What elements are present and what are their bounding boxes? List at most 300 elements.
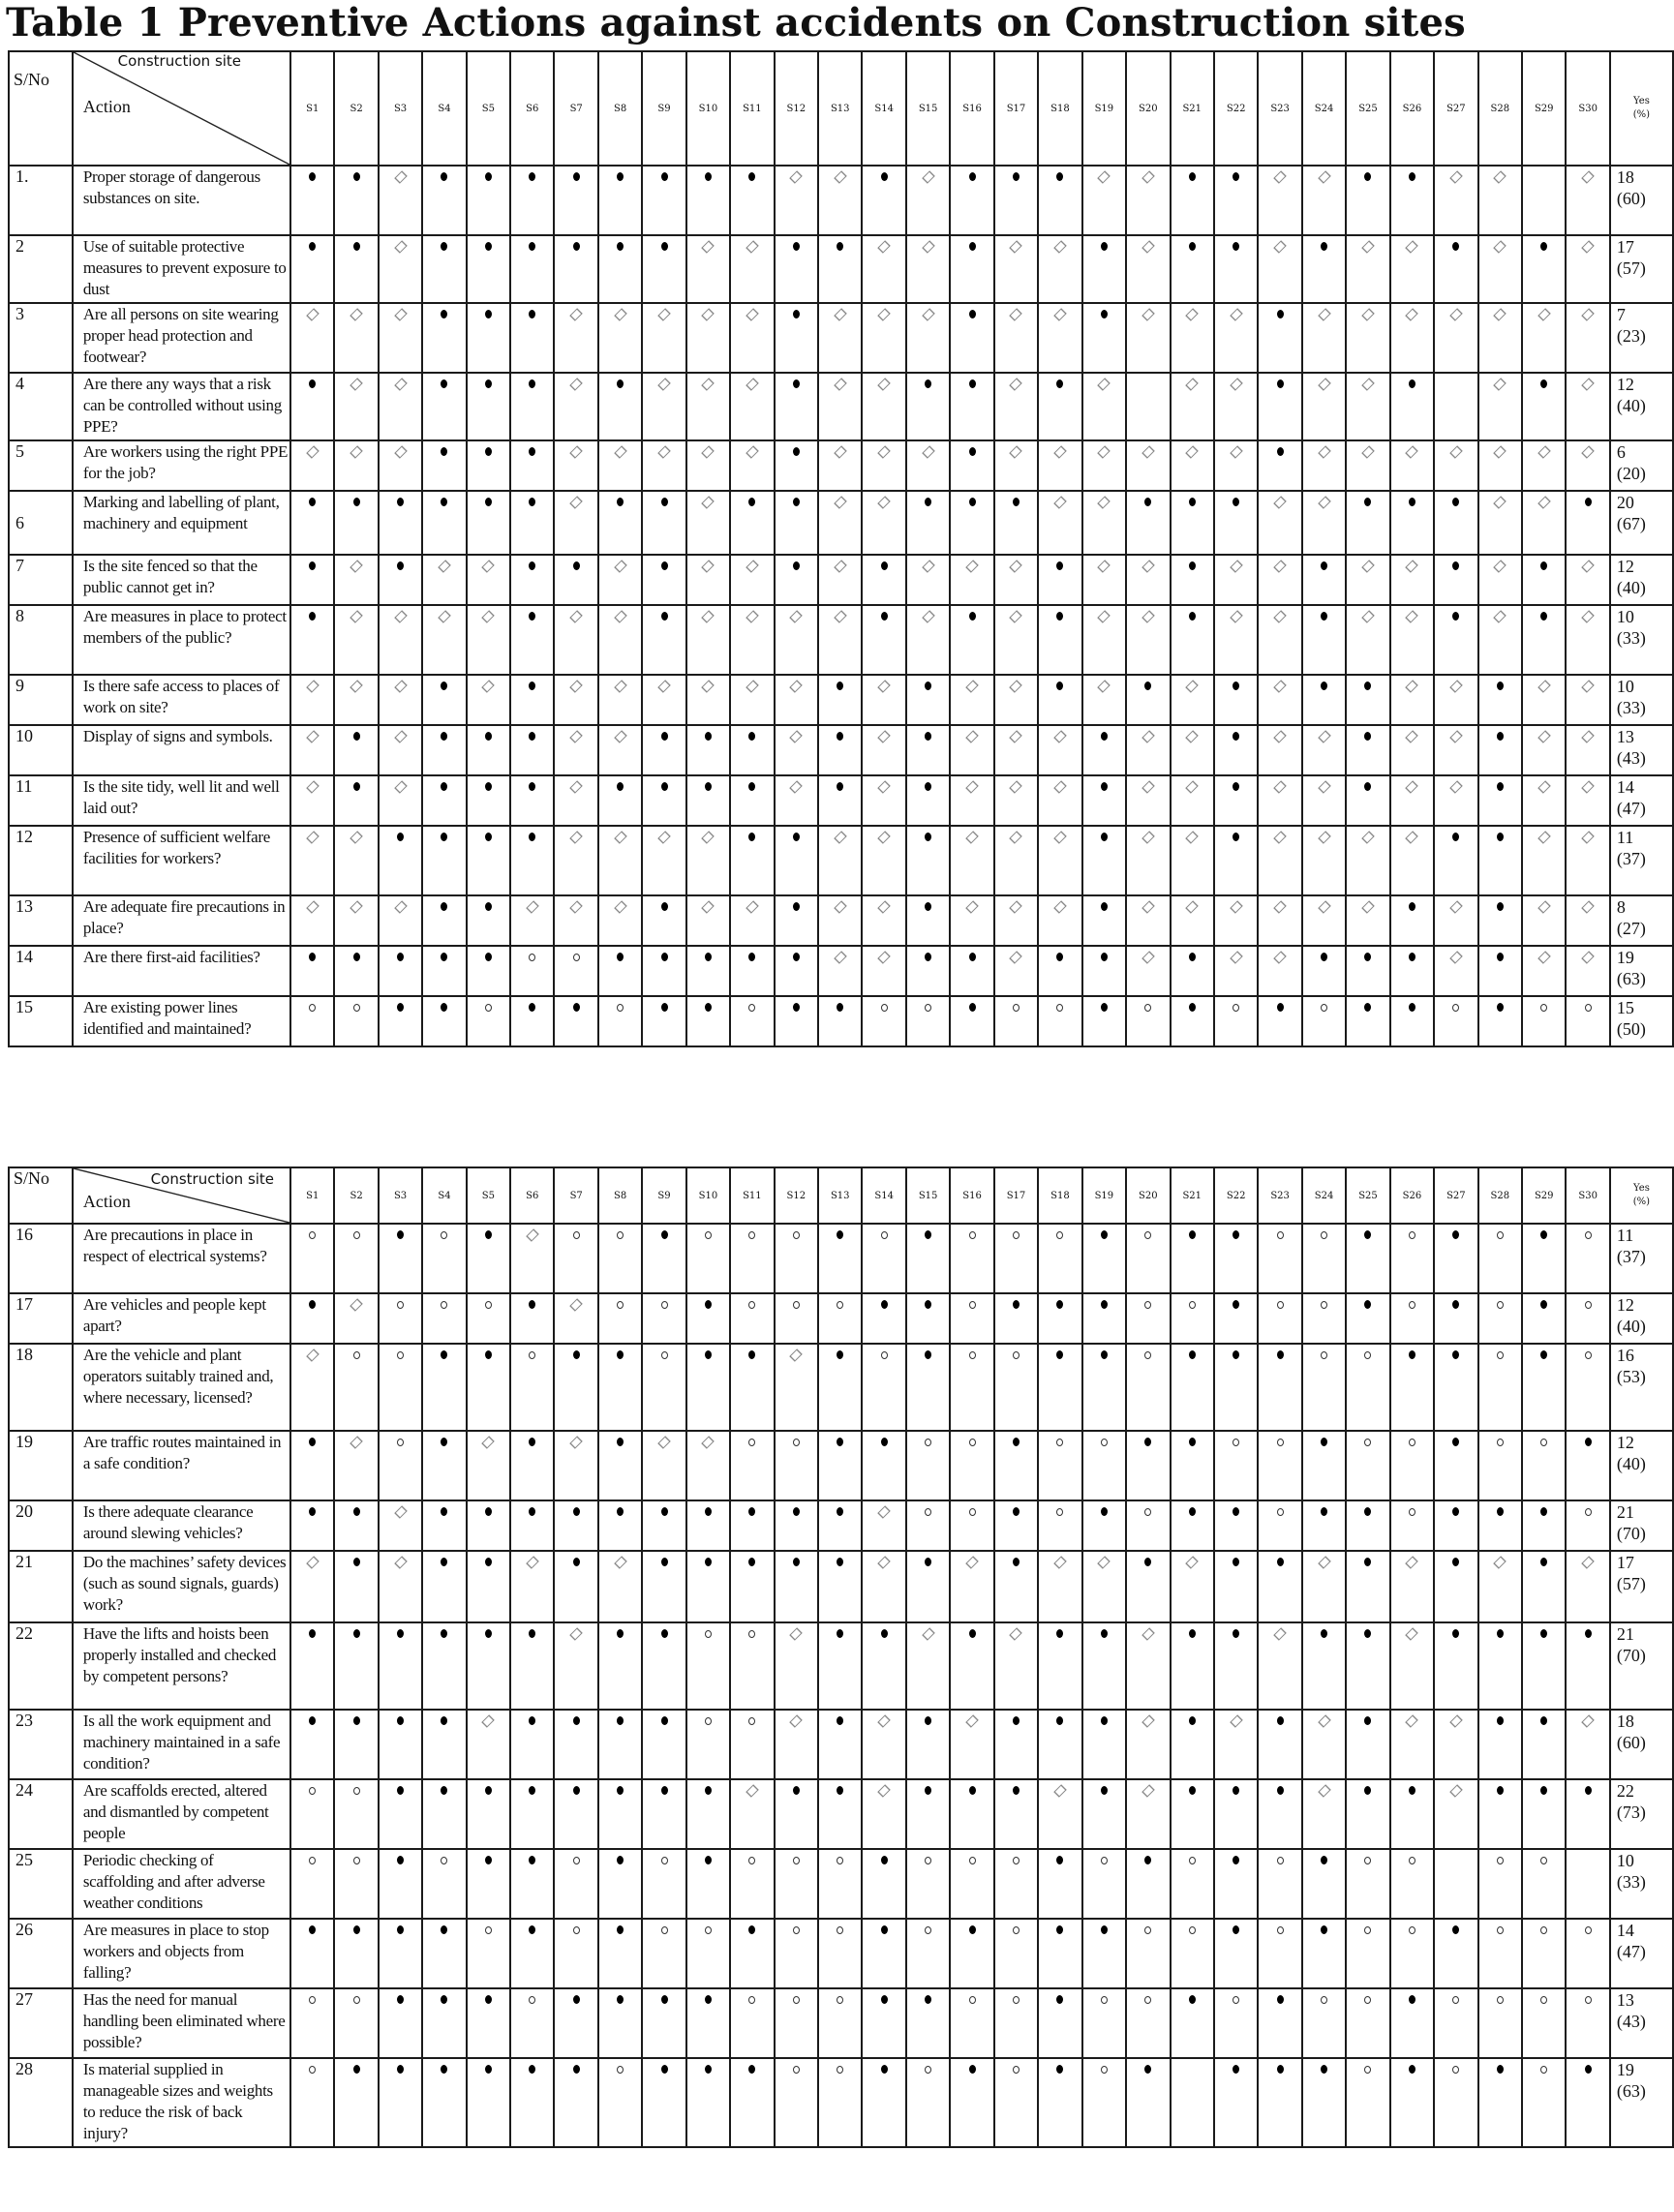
hollow-diamond-icon [397, 899, 405, 914]
filled-dot-icon [1144, 2062, 1151, 2076]
filled-dot-icon [617, 169, 624, 184]
site-cell-s14 [862, 895, 905, 946]
filled-dot-icon [441, 729, 447, 743]
filled-dot-icon [529, 1297, 535, 1312]
filled-dot-icon [969, 1783, 976, 1798]
site-cell-s19 [1082, 1293, 1126, 1344]
filled-dot-icon [1497, 899, 1504, 914]
site-header-s14: S14 [862, 1167, 905, 1224]
site-header-s28: S28 [1478, 1167, 1522, 1224]
site-cell-s22 [1214, 675, 1258, 725]
site-cell-s8 [598, 826, 642, 895]
filled-dot-icon [1540, 1297, 1547, 1312]
hollow-diamond-icon [1364, 559, 1372, 573]
filled-dot-icon [969, 169, 976, 184]
site-cell-s21 [1171, 996, 1214, 1046]
filled-dot-icon [1540, 1783, 1547, 1798]
site-cell-s28 [1478, 440, 1522, 491]
hollow-diamond-icon [660, 1435, 668, 1449]
hollow-diamond-icon [704, 495, 712, 509]
hollow-diamond-icon [1496, 495, 1504, 509]
row-number: 2 [9, 235, 73, 303]
site-cell-s29 [1522, 440, 1566, 491]
small-circle-icon [1277, 1435, 1284, 1449]
hollow-diamond-icon [837, 950, 844, 964]
hollow-diamond-icon [1012, 679, 1020, 693]
small-circle-icon [309, 1227, 316, 1242]
action-text: Are the vehicle and plant operators suitably trained and, where necessary, licensed? [73, 1344, 290, 1431]
site-cell-s19 [1082, 1849, 1126, 1919]
filled-dot-icon [353, 1923, 360, 1937]
filled-dot-icon [1540, 559, 1547, 573]
site-cell-s9 [642, 1293, 685, 1344]
site-cell-s11 [730, 775, 774, 826]
hollow-diamond-icon [704, 830, 712, 844]
table-row [9, 1293, 1673, 1344]
small-circle-icon [1056, 1504, 1063, 1519]
filled-dot-icon [1233, 239, 1239, 254]
hollow-diamond-icon [880, 950, 888, 964]
site-cell-s1 [290, 675, 334, 725]
site-cell-s23 [1258, 1849, 1301, 1919]
filled-dot-icon [485, 1348, 492, 1362]
site-cell-s29 [1522, 1988, 1566, 2058]
hollow-diamond-icon [1276, 679, 1284, 693]
hollow-diamond-icon [1056, 1783, 1064, 1798]
site-cell-s10 [686, 1500, 730, 1551]
hollow-diamond-icon [1540, 729, 1548, 743]
site-cell-s24 [1302, 1431, 1346, 1500]
hollow-diamond-icon [397, 729, 405, 743]
site-cell-s7 [554, 895, 597, 946]
site-cell-s11 [730, 1344, 774, 1431]
site-cell-s20 [1126, 1988, 1170, 2058]
site-cell-s29 [1522, 1849, 1566, 1919]
site-cell-s15 [906, 1500, 950, 1551]
hollow-diamond-icon [1233, 950, 1240, 964]
row-number: 18 [9, 1344, 73, 1431]
site-cell-s7 [554, 555, 597, 605]
site-cell-s24 [1302, 1919, 1346, 1988]
site-cell-s10 [686, 555, 730, 605]
site-cell-s29 [1522, 996, 1566, 1046]
hollow-diamond-icon [880, 307, 888, 321]
site-cell-s5 [467, 895, 510, 946]
filled-dot-icon [441, 950, 447, 964]
site-cell-s27 [1434, 166, 1477, 235]
site-cell-s6 [510, 1293, 554, 1344]
site-cell-s28 [1478, 1710, 1522, 1779]
site-cell-s6 [510, 1849, 554, 1919]
site-cell-s27 [1434, 1224, 1477, 1293]
filled-dot-icon [353, 950, 360, 964]
site-cell-s8 [598, 996, 642, 1046]
site-cell-s4 [422, 491, 466, 555]
small-circle-icon [748, 1227, 755, 1242]
site-cell-s2 [334, 675, 378, 725]
hollow-diamond-icon [1540, 830, 1548, 844]
yes-count-cell [1610, 895, 1673, 946]
filled-dot-icon [1452, 609, 1459, 623]
site-cell-s18 [1038, 775, 1081, 826]
site-cell-s22 [1214, 1500, 1258, 1551]
hollow-diamond-icon [397, 444, 405, 459]
filled-dot-icon [1277, 444, 1284, 459]
hollow-diamond-icon [1276, 609, 1284, 623]
hollow-diamond-icon [1452, 307, 1460, 321]
filled-dot-icon [573, 239, 580, 254]
filled-dot-icon [1540, 1348, 1547, 1362]
small-circle-icon [1233, 1435, 1239, 1449]
small-circle-icon [441, 1853, 447, 1867]
filled-dot-icon [1540, 1713, 1547, 1728]
hollow-diamond-icon [837, 899, 844, 914]
site-cell-s25 [1346, 1344, 1389, 1431]
site-cell-s10 [686, 235, 730, 303]
hollow-diamond-icon [352, 377, 360, 391]
filled-dot-icon [1189, 1348, 1196, 1362]
site-header-s4: S4 [422, 51, 466, 166]
site-cell-s26 [1390, 996, 1434, 1046]
filled-dot-icon [617, 1783, 624, 1798]
site-cell-s7 [554, 826, 597, 895]
hollow-diamond-icon [1233, 307, 1240, 321]
site-cell-s6 [510, 675, 554, 725]
site-cell-s17 [994, 440, 1038, 491]
hollow-diamond-icon [792, 679, 800, 693]
hollow-diamond-icon [617, 899, 624, 914]
small-circle-icon [1013, 2062, 1020, 2076]
yes-count: 8 [1616, 897, 1626, 917]
action-text: Periodic checking of scaffolding and after adverse weather conditions [73, 1849, 290, 1919]
hollow-diamond-icon [1452, 950, 1460, 964]
site-cell-s10 [686, 440, 730, 491]
site-cell-s11 [730, 491, 774, 555]
filled-dot-icon [529, 1000, 535, 1015]
filled-dot-icon [969, 307, 976, 321]
filled-dot-icon [441, 377, 447, 391]
site-cell-s29 [1522, 605, 1566, 675]
site-cell-s17 [994, 1500, 1038, 1551]
filled-dot-icon [617, 1713, 624, 1728]
hollow-diamond-icon [1012, 444, 1020, 459]
filled-dot-icon [617, 377, 624, 391]
site-cell-s26 [1390, 1551, 1434, 1622]
site-cell-s30 [1566, 491, 1609, 555]
site-cell-s26 [1390, 1431, 1434, 1500]
site-cell-s3 [379, 1988, 422, 2058]
site-cell-s7 [554, 1988, 597, 2058]
filled-dot-icon [1364, 729, 1371, 743]
site-cell-s11 [730, 1551, 774, 1622]
filled-dot-icon [748, 1923, 755, 1937]
hollow-diamond-icon [1144, 899, 1152, 914]
site-cell-s3 [379, 1849, 422, 1919]
hollow-diamond-icon [1408, 307, 1415, 321]
site-cell-s22 [1214, 373, 1258, 440]
filled-dot-icon [1233, 1504, 1239, 1519]
yes-percent: (43) [1616, 2012, 1646, 2031]
small-circle-icon [1321, 1297, 1327, 1312]
hollow-diamond-icon [309, 444, 317, 459]
row-number: 13 [9, 895, 73, 946]
site-cell-s26 [1390, 725, 1434, 775]
site-cell-s16 [950, 166, 993, 235]
filled-dot-icon [1540, 377, 1547, 391]
site-cell-s30 [1566, 946, 1609, 996]
site-cell-s26 [1390, 946, 1434, 996]
hollow-diamond-icon [1276, 779, 1284, 794]
site-cell-s19 [1082, 1988, 1126, 2058]
filled-dot-icon [529, 1713, 535, 1728]
filled-dot-icon [661, 1992, 668, 2007]
small-circle-icon [748, 1435, 755, 1449]
site-cell-s1 [290, 725, 334, 775]
filled-dot-icon [661, 239, 668, 254]
yes-percent: (53) [1616, 1367, 1646, 1386]
filled-dot-icon [1189, 239, 1196, 254]
hollow-diamond-icon [309, 729, 317, 743]
site-cell-s11 [730, 1293, 774, 1344]
small-circle-icon [617, 1297, 624, 1312]
filled-dot-icon [705, 1783, 712, 1798]
filled-dot-icon [397, 1000, 404, 1015]
site-cell-s2 [334, 235, 378, 303]
site-cell-s8 [598, 605, 642, 675]
hollow-diamond-icon [1012, 559, 1020, 573]
filled-dot-icon [1585, 1783, 1592, 1798]
site-cell-s29 [1522, 1293, 1566, 1344]
hollow-diamond-icon [397, 169, 405, 184]
site-cell-s3 [379, 166, 422, 235]
site-cell-s9 [642, 2058, 685, 2147]
hollow-diamond-icon [1276, 239, 1284, 254]
hollow-diamond-icon [1056, 307, 1064, 321]
filled-dot-icon [1056, 169, 1063, 184]
site-cell-s10 [686, 605, 730, 675]
site-cell-s8 [598, 1551, 642, 1622]
site-cell-s2 [334, 605, 378, 675]
site-cell-s4 [422, 675, 466, 725]
filled-dot-icon [485, 1626, 492, 1641]
site-cell-s4 [422, 1344, 466, 1431]
site-cell-s29 [1522, 1431, 1566, 1500]
yes-count: 14 [1616, 1921, 1634, 1940]
construction-site-label: Construction site [150, 1170, 275, 1188]
row-number: 9 [9, 675, 73, 725]
site-cell-s17 [994, 1849, 1038, 1919]
site-cell-s23 [1258, 675, 1301, 725]
site-cell-s4 [422, 1224, 466, 1293]
filled-dot-icon [617, 1348, 624, 1362]
site-cell-s8 [598, 1293, 642, 1344]
site-cell-s18 [1038, 440, 1081, 491]
filled-dot-icon [441, 307, 447, 321]
site-header-s26: S26 [1390, 1167, 1434, 1224]
hollow-diamond-icon [1188, 377, 1196, 391]
filled-dot-icon [1321, 1923, 1327, 1937]
site-cell-s5 [467, 775, 510, 826]
table-row [9, 555, 1673, 605]
hollow-diamond-icon [1584, 1555, 1592, 1569]
hollow-diamond-icon [1496, 559, 1504, 573]
small-circle-icon [1189, 1853, 1196, 1867]
action-text: Are traffic routes maintained in a safe condition? [73, 1431, 290, 1500]
small-circle-icon [925, 1853, 931, 1867]
site-cell-s28 [1478, 1500, 1522, 1551]
site-cell-s14 [862, 1431, 905, 1500]
site-cell-s16 [950, 996, 993, 1046]
filled-dot-icon [1189, 1992, 1196, 2007]
hollow-diamond-icon [572, 495, 580, 509]
site-cell-s10 [686, 996, 730, 1046]
table-row [9, 1551, 1673, 1622]
hollow-diamond-icon [880, 679, 888, 693]
filled-dot-icon [837, 1555, 843, 1569]
filled-dot-icon [1056, 1297, 1063, 1312]
site-cell-s10 [686, 1551, 730, 1622]
site-header-s10: S10 [686, 1167, 730, 1224]
site-cell-s15 [906, 1224, 950, 1293]
site-cell-s22 [1214, 895, 1258, 946]
site-cell-s23 [1258, 1431, 1301, 1500]
small-circle-icon [1277, 1227, 1284, 1242]
filled-dot-icon [969, 950, 976, 964]
row-number: 22 [9, 1622, 73, 1710]
site-cell-s7 [554, 1849, 597, 1919]
site-cell-s16 [950, 1551, 993, 1622]
site-cell-s6 [510, 555, 554, 605]
site-cell-s6 [510, 605, 554, 675]
small-circle-icon [1321, 1000, 1327, 1015]
hollow-diamond-icon [1321, 444, 1328, 459]
hollow-diamond-icon [880, 444, 888, 459]
site-cell-s12 [775, 675, 818, 725]
hollow-diamond-icon [1056, 899, 1064, 914]
yes-percent: (47) [1616, 1942, 1646, 1961]
site-cell-s27 [1434, 235, 1477, 303]
small-circle-icon [573, 1923, 580, 1937]
site-cell-s27 [1434, 373, 1477, 440]
site-cell-s29 [1522, 1500, 1566, 1551]
small-circle-icon [705, 1923, 712, 1937]
site-cell-s27 [1434, 1293, 1477, 1344]
filled-dot-icon [661, 899, 668, 914]
small-circle-icon [1101, 1853, 1108, 1867]
site-cell-s21 [1171, 1344, 1214, 1431]
site-cell-s4 [422, 826, 466, 895]
filled-dot-icon [793, 830, 800, 844]
row-number: 27 [9, 1988, 73, 2058]
hollow-diamond-icon [925, 239, 932, 254]
site-cell-s20 [1126, 775, 1170, 826]
site-cell-s28 [1478, 1622, 1522, 1710]
filled-dot-icon [353, 169, 360, 184]
small-circle-icon [1540, 1992, 1547, 2007]
filled-dot-icon [1277, 1555, 1284, 1569]
site-cell-s13 [818, 2058, 862, 2147]
site-cell-s14 [862, 1500, 905, 1551]
site-cell-s23 [1258, 373, 1301, 440]
site-cell-s12 [775, 555, 818, 605]
site-cell-s14 [862, 946, 905, 996]
hollow-diamond-icon [1233, 444, 1240, 459]
site-cell-s19 [1082, 775, 1126, 826]
small-circle-icon [1144, 1923, 1151, 1937]
site-cell-s11 [730, 996, 774, 1046]
small-circle-icon [485, 1923, 492, 1937]
site-header-s26: S26 [1390, 51, 1434, 166]
filled-dot-icon [529, 1504, 535, 1519]
site-cell-s7 [554, 1779, 597, 1849]
hollow-diamond-icon [1012, 950, 1020, 964]
yes-count-cell [1610, 1779, 1673, 1849]
site-cell-s16 [950, 1622, 993, 1710]
site-cell-s19 [1082, 895, 1126, 946]
site-cell-s4 [422, 303, 466, 373]
hollow-diamond-icon [1276, 729, 1284, 743]
site-cell-s9 [642, 1344, 685, 1431]
site-cell-s27 [1434, 491, 1477, 555]
filled-dot-icon [1189, 1713, 1196, 1728]
site-cell-s3 [379, 1622, 422, 1710]
hollow-diamond-icon [748, 1783, 756, 1798]
site-cell-s15 [906, 1344, 950, 1431]
site-cell-s20 [1126, 1779, 1170, 1849]
site-cell-s28 [1478, 1431, 1522, 1500]
site-cell-s27 [1434, 1779, 1477, 1849]
table-row [9, 1224, 1673, 1293]
yes-percent-header [1610, 1167, 1673, 1224]
filled-dot-icon [925, 899, 931, 914]
small-circle-icon [661, 1348, 668, 1362]
site-cell-s15 [906, 235, 950, 303]
site-cell-s25 [1346, 1551, 1389, 1622]
site-cell-s16 [950, 1779, 993, 1849]
yes-count-cell [1610, 555, 1673, 605]
row-number: 14 [9, 946, 73, 996]
site-cell-s6 [510, 1344, 554, 1431]
site-header-s12: S12 [775, 1167, 818, 1224]
site-cell-s25 [1346, 555, 1389, 605]
site-cell-s20 [1126, 491, 1170, 555]
row-number: 6 [9, 491, 73, 555]
site-header-s8: S8 [598, 1167, 642, 1224]
site-cell-s12 [775, 826, 818, 895]
filled-dot-icon [1452, 1626, 1459, 1641]
site-cell-s26 [1390, 1293, 1434, 1344]
hollow-diamond-icon [748, 899, 756, 914]
site-cell-s9 [642, 725, 685, 775]
site-cell-s18 [1038, 996, 1081, 1046]
site-cell-s6 [510, 1224, 554, 1293]
small-circle-icon [1144, 1227, 1151, 1242]
filled-dot-icon [1233, 169, 1239, 184]
site-cell-s19 [1082, 1919, 1126, 1988]
site-cell-s1 [290, 1224, 334, 1293]
site-cell-s15 [906, 1710, 950, 1779]
site-cell-s30 [1566, 996, 1609, 1046]
small-circle-icon [705, 1626, 712, 1641]
filled-dot-icon [748, 950, 755, 964]
site-cell-s11 [730, 895, 774, 946]
filled-dot-icon [837, 679, 843, 693]
hollow-diamond-icon [1233, 377, 1240, 391]
small-circle-icon [1013, 1000, 1020, 1015]
filled-dot-icon [573, 169, 580, 184]
hollow-diamond-icon [704, 377, 712, 391]
filled-dot-icon [1364, 495, 1371, 509]
